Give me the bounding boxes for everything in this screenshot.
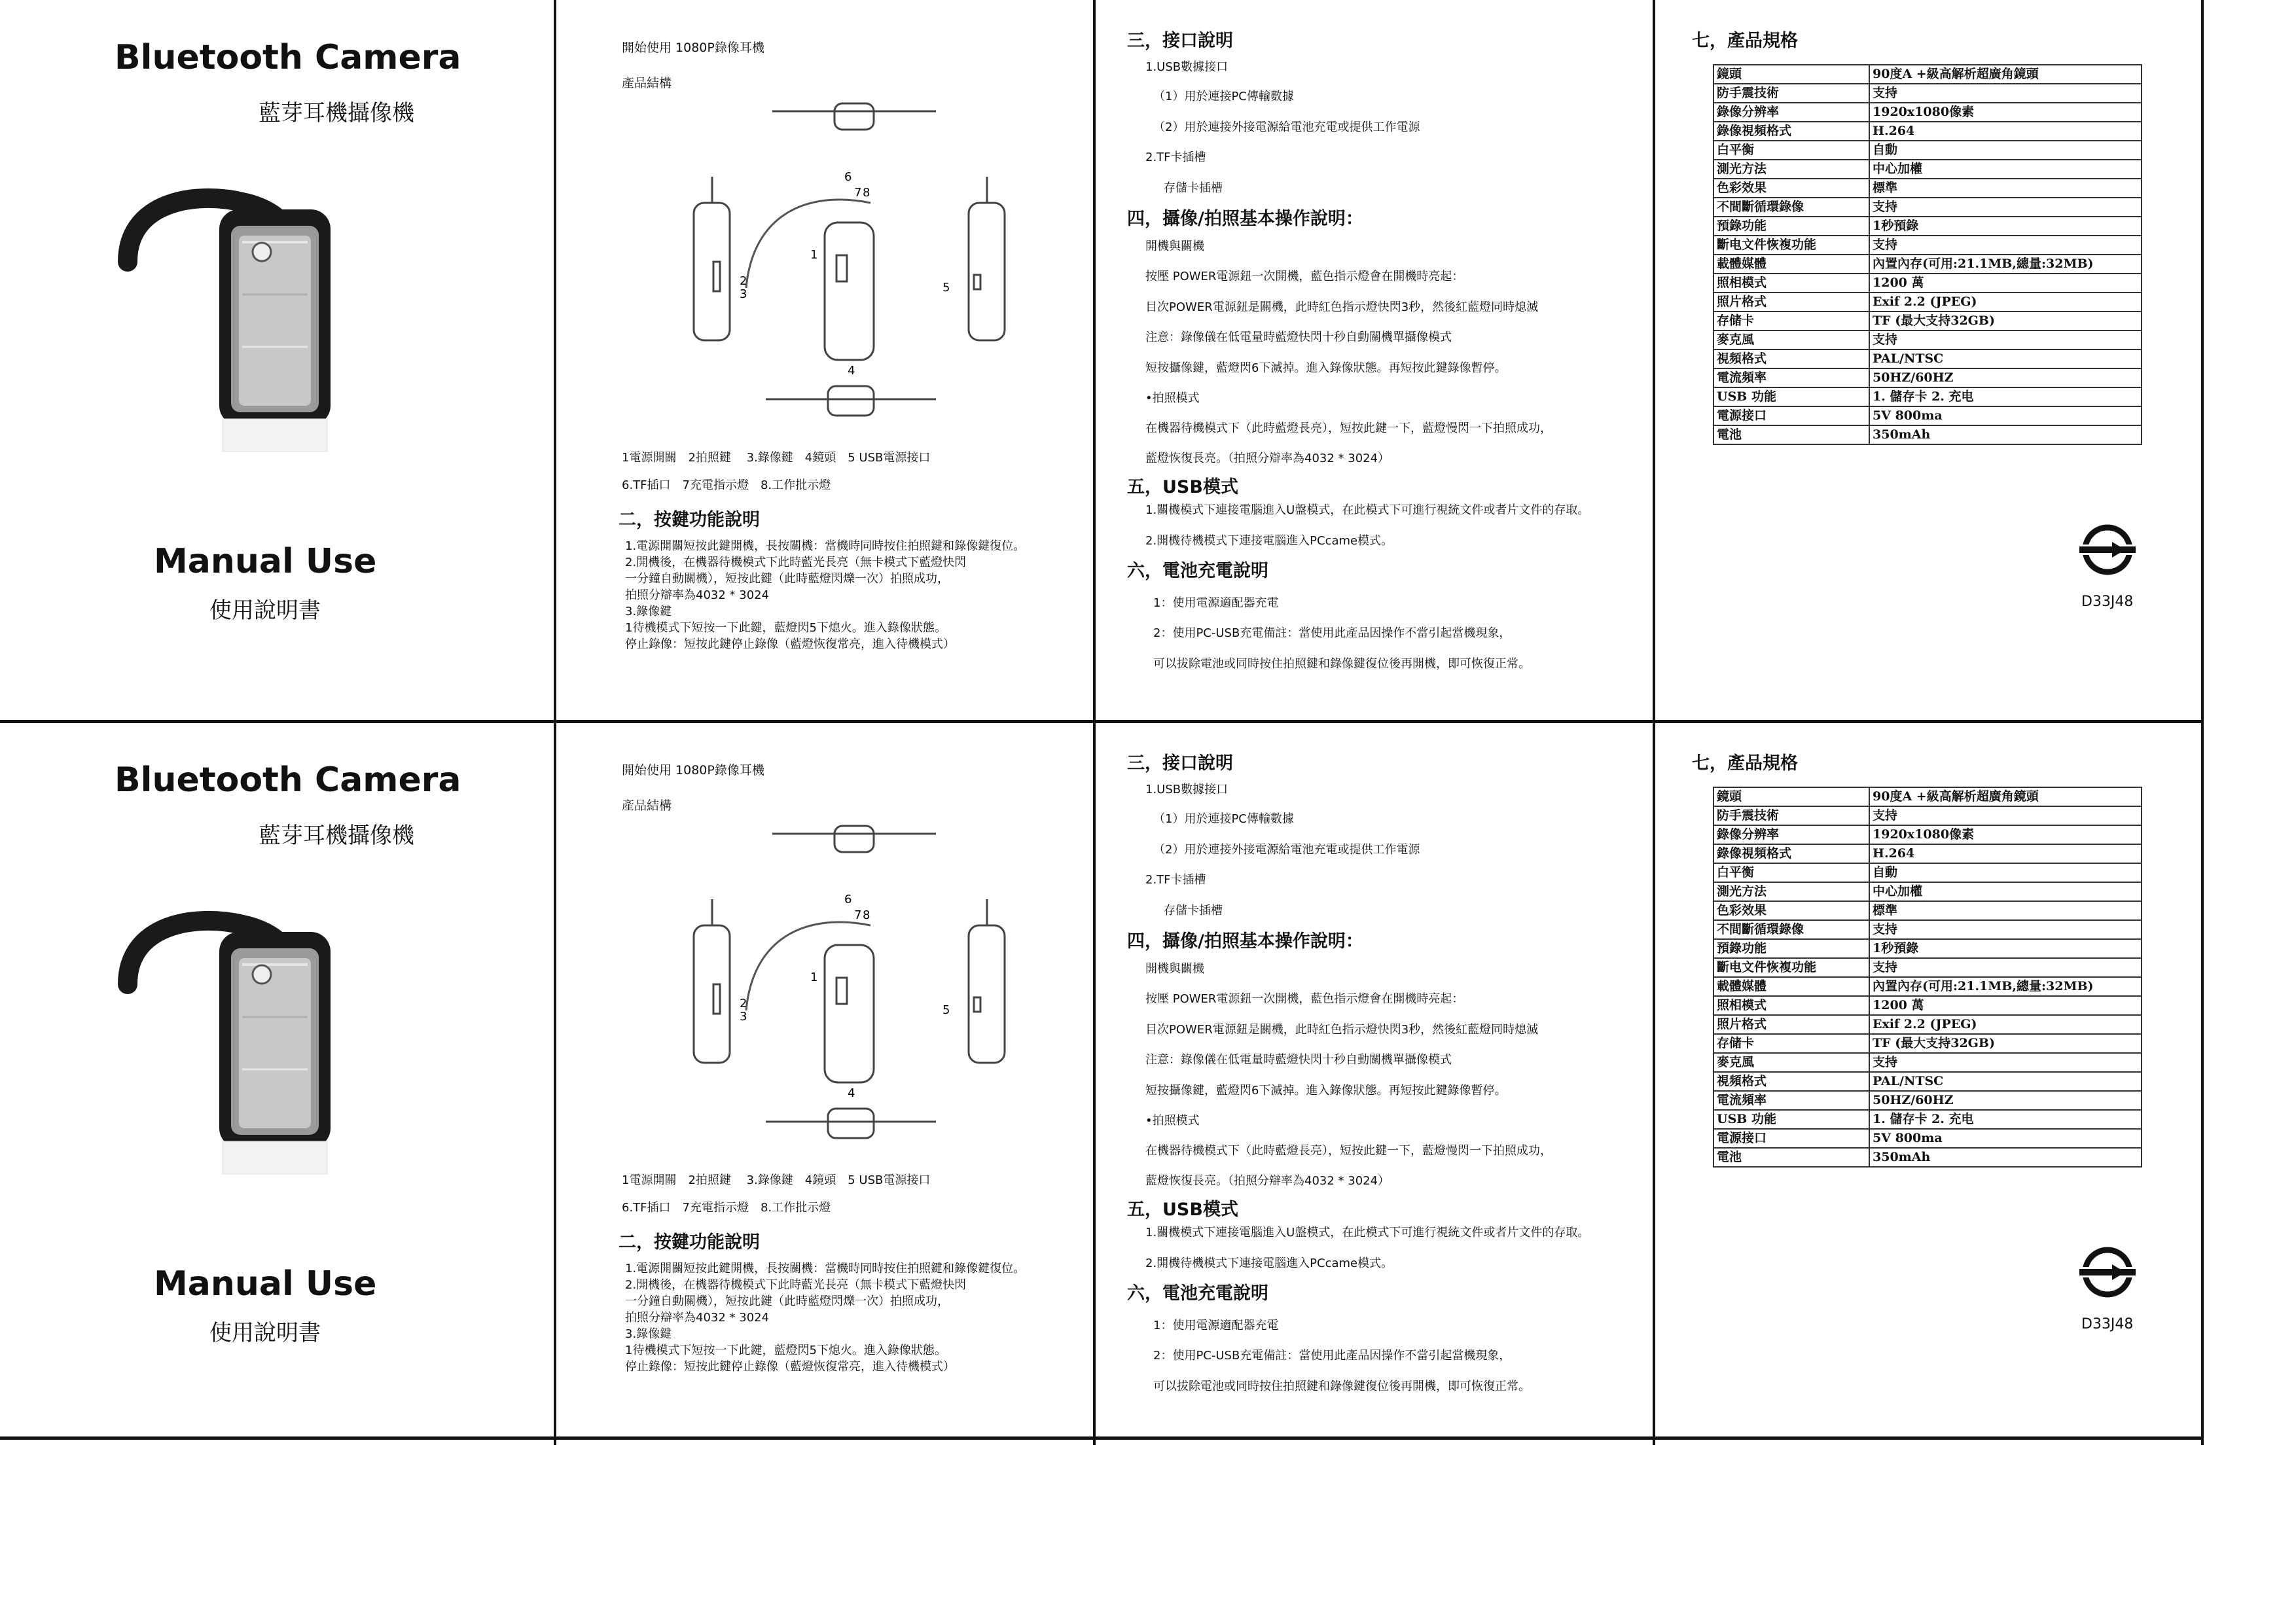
spec-value: 5V 800ma — [1869, 1129, 2142, 1148]
spec-key: 預錄功能 — [1713, 217, 1869, 236]
callout-4: 4 — [848, 1086, 855, 1100]
operation-line: 短按攝像鍵，藍燈閃6下滅掉。進入錄像狀態。再短按此鍵錄像暫停。 — [1145, 1084, 1507, 1097]
spec-row — [1713, 1034, 2142, 1053]
specs-heading: 七，產品規格 — [1692, 31, 1798, 51]
spec-key: 不間斷循環錄像 — [1713, 198, 1869, 217]
spec-key: 白平衡 — [1713, 863, 1869, 882]
spec-key: 存储卡 — [1713, 312, 1869, 330]
spec-key: 錄像分辨率 — [1713, 825, 1869, 844]
usb-mode-line: 1.關機模式下連接電腦進入U盤模式，在此模式下可進行視統文件或者片文件的存取。 — [1145, 1226, 1590, 1240]
spec-value: 自動 — [1869, 141, 2142, 160]
key-line: 1.電源開關短按此鍵開機，長按關機：當機時同時按住拍照鍵和錄像鍵復位。 — [625, 1262, 1026, 1275]
charging-line: 可以拔除電池或同時按住拍照鍵和錄像鍵復位後再開機，即可恢復正常。 — [1153, 1380, 1530, 1393]
spec-value: 支持 — [1869, 806, 2142, 825]
tf-slot-sub: 存儲卡插槽 — [1164, 181, 1223, 195]
callout-2: 2 — [740, 274, 747, 288]
operation-line: 短按攝像鍵，藍燈閃6下滅掉。進入錄像狀態。再短按此鍵錄像暫停。 — [1145, 361, 1507, 375]
specs-table — [1713, 787, 2142, 1168]
key-functions-heading: 二，按鍵功能說明 — [619, 1232, 760, 1253]
charging-line: 可以拔除電池或同時按住拍照鍵和錄像鍵復位後再開機，即可恢復正常。 — [1153, 657, 1530, 671]
spec-key: 照片格式 — [1713, 1015, 1869, 1034]
spec-value: 支持 — [1869, 84, 2142, 103]
key-line: 1.電源開關短按此鍵開機，長按關機：當機時同時按住拍照鍵和錄像鍵復位。 — [625, 539, 1026, 553]
certification-code: D33J48 — [2081, 1316, 2134, 1332]
cover-title: Bluetooth Camera — [115, 760, 461, 800]
spec-row — [1713, 977, 2142, 996]
callout-1: 1 — [810, 971, 818, 984]
spec-row — [1713, 863, 2142, 882]
spec-value: TF (最大支持32GB) — [1869, 1034, 2142, 1053]
specs-panel — [0, 722, 2202, 1445]
spec-key: 鏡頭 — [1713, 65, 1869, 84]
spec-row — [1713, 920, 2142, 939]
key-line: 拍照分辯率為4032 * 3024 — [625, 1311, 770, 1325]
spec-key: 防手震技術 — [1713, 84, 1869, 103]
key-line: 一分鐘自動關機），短按此鍵（此時藍燈閃爍一次）拍照成功， — [625, 572, 949, 586]
key-line: 停止錄像：短按此鍵停止錄像（藍燈恢復常亮，進入待機模式） — [625, 1360, 955, 1374]
cover-title: Bluetooth Camera — [115, 38, 461, 77]
operation-line: 開機與關機 — [1145, 962, 1204, 976]
spec-value: Exif 2.2 (JPEG) — [1869, 293, 2142, 312]
callout-5: 5 — [942, 281, 950, 294]
spec-row — [1713, 387, 2142, 406]
callout-2: 2 — [740, 997, 747, 1010]
operation-line: 注意：錄像儀在低電量時藍燈快閃十秒自動關機單攝像模式 — [1145, 330, 1452, 344]
key-line: 3.錄像鍵 — [625, 1327, 672, 1341]
spec-value: 350mAh — [1869, 1148, 2142, 1167]
usb-mode-line: 1.關機模式下連接電腦進入U盤模式，在此模式下可進行視統文件或者片文件的存取。 — [1145, 503, 1590, 517]
key-line: 3.錄像鍵 — [625, 605, 672, 618]
spec-value: 中心加權 — [1869, 882, 2142, 901]
spec-value: 1200 萬 — [1869, 996, 2142, 1015]
usb-port-label: 1.USB數據接口 — [1145, 783, 1229, 796]
spec-value: 1. 儲存卡 2. 充电 — [1869, 387, 2142, 406]
spec-row — [1713, 274, 2142, 293]
tf-slot-label: 2.TF卡插槽 — [1145, 873, 1206, 887]
usb-port-item: （1）用於連接PC傳輸數據 — [1153, 90, 1294, 103]
cover-subtitle: 藍芽耳機攝像機 — [259, 823, 414, 849]
operation-heading: 四，攝像/拍照基本操作說明： — [1127, 931, 1363, 952]
callout-1: 1 — [810, 248, 818, 262]
spec-value: H.264 — [1869, 122, 2142, 141]
spec-row — [1713, 122, 2142, 141]
callout-5: 5 — [942, 1003, 950, 1017]
specs-panel — [0, 0, 2202, 722]
operation-line: 目次POWER電源鈕是關機，此時紅色指示燈快閃3秒，然後紅藍燈同時熄滅 — [1145, 300, 1539, 314]
charging-heading: 六，電池充電說明 — [1127, 561, 1268, 581]
intro-structure: 產品結構 — [622, 76, 672, 90]
spec-key: USB 功能 — [1713, 1110, 1869, 1129]
certification-code: D33J48 — [2081, 594, 2134, 610]
spec-value: 內置內存(可用:21.1MB,總量:32MB) — [1869, 977, 2142, 996]
callout-4: 4 — [848, 364, 855, 378]
spec-key: 測光方法 — [1713, 160, 1869, 179]
spec-value: 1200 萬 — [1869, 274, 2142, 293]
key-line: 1待機模式下短按一下此鍵，藍燈閃5下熄火。進入錄像狀態。 — [625, 621, 946, 635]
operation-line: 藍燈恢復長亮。（拍照分辯率為4032 * 3024） — [1145, 1174, 1390, 1188]
operation-line: 在機器待機模式下（此時藍燈長亮），短按此鍵一下，藍燈慢閃一下拍照成功， — [1145, 1144, 1552, 1158]
spec-row — [1713, 141, 2142, 160]
spec-value: 支持 — [1869, 958, 2142, 977]
cover-manual: Manual Use — [154, 542, 377, 581]
spec-key: 預錄功能 — [1713, 939, 1869, 958]
spec-key: 視頻格式 — [1713, 349, 1869, 368]
spec-key: 不間斷循環錄像 — [1713, 920, 1869, 939]
spec-key: USB 功能 — [1713, 387, 1869, 406]
spec-key: 載體媒體 — [1713, 255, 1869, 274]
spec-row — [1713, 312, 2142, 330]
spec-value: PAL/NTSC — [1869, 1072, 2142, 1091]
specs-table — [1713, 64, 2142, 445]
spec-key: 鏡頭 — [1713, 787, 1869, 806]
spec-value: 支持 — [1869, 920, 2142, 939]
spec-value: TF (最大支持32GB) — [1869, 312, 2142, 330]
operation-line: 在機器待機模式下（此時藍燈長亮），短按此鍵一下，藍燈慢閃一下拍照成功， — [1145, 421, 1552, 435]
spec-key: 色彩效果 — [1713, 179, 1869, 198]
intro-start: 開始使用 1080P錄像耳機 — [622, 763, 764, 777]
usb-port-item: （2）用於連接外接電源給電池充電或提供工作電源 — [1153, 120, 1420, 134]
spec-value: 支持 — [1869, 330, 2142, 349]
operation-line: 按壓 POWER電源鈕一次開機，藍色指示燈會在開機時亮起： — [1145, 270, 1464, 283]
spec-value: 自動 — [1869, 863, 2142, 882]
spec-value: 標準 — [1869, 179, 2142, 198]
spec-key: 斷电文件恢複功能 — [1713, 236, 1869, 255]
spec-value: 50HZ/60HZ — [1869, 1091, 2142, 1110]
key-line: 2.開機後，在機器待機模式下此時藍光長亮（無卡模式下藍燈快閃 — [625, 556, 967, 569]
spec-row — [1713, 160, 2142, 179]
key-line: 1待機模式下短按一下此鍵，藍燈閃5下熄火。進入錄像狀態。 — [625, 1344, 946, 1357]
usb-port-item: （2）用於連接外接電源給電池充電或提供工作電源 — [1153, 843, 1420, 857]
spec-key: 存储卡 — [1713, 1034, 1869, 1053]
spec-row — [1713, 882, 2142, 901]
spec-row — [1713, 406, 2142, 425]
key-line: 一分鐘自動關機），短按此鍵（此時藍燈閃爍一次）拍照成功， — [625, 1294, 949, 1308]
spec-key: 麥克風 — [1713, 330, 1869, 349]
sheet-separator — [0, 720, 2202, 723]
spec-key: 色彩效果 — [1713, 901, 1869, 920]
spec-row — [1713, 425, 2142, 444]
callout-7: 7 — [854, 908, 862, 922]
spec-key: 白平衡 — [1713, 141, 1869, 160]
certification-mark-icon — [2072, 524, 2144, 576]
interface-heading: 三，接口說明 — [1127, 753, 1233, 774]
spec-key: 電流頻率 — [1713, 368, 1869, 387]
spec-row — [1713, 806, 2142, 825]
spec-value: 標準 — [1869, 901, 2142, 920]
operation-line: •拍照模式 — [1145, 1114, 1200, 1128]
key-functions-heading: 二，按鍵功能說明 — [619, 510, 760, 530]
spec-value: 50HZ/60HZ — [1869, 368, 2142, 387]
spec-row — [1713, 1129, 2142, 1148]
callout-8: 8 — [863, 908, 870, 922]
spec-key: 錄像分辨率 — [1713, 103, 1869, 122]
spec-key: 照相模式 — [1713, 274, 1869, 293]
spec-value: PAL/NTSC — [1869, 349, 2142, 368]
callout-3: 3 — [740, 287, 747, 301]
charging-line: 1：使用電源適配器充電 — [1153, 596, 1279, 610]
spec-row — [1713, 255, 2142, 274]
tf-slot-label: 2.TF卡插槽 — [1145, 151, 1206, 164]
structure-legend-1: 1電源開關 2拍照鍵 3.錄像鍵 4鏡頭 5 USB電源接口 — [622, 451, 931, 465]
spec-row — [1713, 84, 2142, 103]
spec-row — [1713, 939, 2142, 958]
charging-line: 2：使用PC-USB充電備註：當使用此產品因操作不當引起當機現象， — [1153, 626, 1511, 640]
spec-value: Exif 2.2 (JPEG) — [1869, 1015, 2142, 1034]
spec-key: 測光方法 — [1713, 882, 1869, 901]
usb-mode-line: 2.開機待機模式下連接電腦進入PCcame模式。 — [1145, 534, 1393, 548]
spec-value: 90度A +級高解析超廣角鏡頭 — [1869, 787, 2142, 806]
spec-row — [1713, 1110, 2142, 1129]
spec-key: 電流頻率 — [1713, 1091, 1869, 1110]
charging-line: 1：使用電源適配器充電 — [1153, 1319, 1279, 1332]
spec-key: 載體媒體 — [1713, 977, 1869, 996]
certification-mark-icon — [2072, 1246, 2144, 1298]
callout-6: 6 — [844, 893, 852, 906]
spec-key: 錄像視頻格式 — [1713, 122, 1869, 141]
spec-row — [1713, 825, 2142, 844]
spec-row — [1713, 179, 2142, 198]
usb-mode-heading: 五，USB模式 — [1127, 477, 1238, 497]
spec-value: 350mAh — [1869, 425, 2142, 444]
spec-value: 90度A +級高解析超廣角鏡頭 — [1869, 65, 2142, 84]
spec-value: H.264 — [1869, 844, 2142, 863]
operation-line: 注意：錄像儀在低電量時藍燈快閃十秒自動關機單攝像模式 — [1145, 1053, 1452, 1067]
spec-row — [1713, 349, 2142, 368]
key-line: 2.開機後，在機器待機模式下此時藍光長亮（無卡模式下藍燈快閃 — [625, 1278, 967, 1292]
spec-value: 1秒預錄 — [1869, 217, 2142, 236]
spec-row — [1713, 958, 2142, 977]
key-line: 拍照分辯率為4032 * 3024 — [625, 588, 770, 602]
cover-manual-subtitle: 使用說明書 — [209, 1320, 321, 1346]
spec-row — [1713, 1148, 2142, 1167]
spec-row — [1713, 1072, 2142, 1091]
spec-key: 電池 — [1713, 1148, 1869, 1167]
cover-manual-subtitle: 使用說明書 — [209, 597, 321, 624]
spec-row — [1713, 1015, 2142, 1034]
operation-line: 藍燈恢復長亮。（拍照分辯率為4032 * 3024） — [1145, 452, 1390, 465]
operation-line: 目次POWER電源鈕是關機，此時紅色指示燈快閃3秒，然後紅藍燈同時熄滅 — [1145, 1023, 1539, 1037]
spec-row — [1713, 996, 2142, 1015]
spec-key: 斷电文件恢複功能 — [1713, 958, 1869, 977]
key-line: 停止錄像：短按此鍵停止錄像（藍燈恢復常亮，進入待機模式） — [625, 637, 955, 651]
spec-value: 內置內存(可用:21.1MB,總量:32MB) — [1869, 255, 2142, 274]
usb-mode-heading: 五，USB模式 — [1127, 1200, 1238, 1220]
spec-row — [1713, 293, 2142, 312]
spec-key: 照片格式 — [1713, 293, 1869, 312]
spec-row — [1713, 1091, 2142, 1110]
spec-key: 照相模式 — [1713, 996, 1869, 1015]
manual-sheet — [0, 0, 2202, 722]
intro-structure: 產品結構 — [622, 798, 672, 813]
spec-value: 5V 800ma — [1869, 406, 2142, 425]
structure-legend-2: 6.TF插口 7充電指示燈 8.工作批示燈 — [622, 478, 831, 492]
spec-value: 中心加權 — [1869, 160, 2142, 179]
spec-key: 錄像視頻格式 — [1713, 844, 1869, 863]
spec-row — [1713, 787, 2142, 806]
spec-value: 支持 — [1869, 236, 2142, 255]
spec-row — [1713, 330, 2142, 349]
sheet-bottom-border — [0, 1436, 2202, 1440]
usb-port-label: 1.USB數據接口 — [1145, 60, 1229, 74]
manual-sheet — [0, 722, 2202, 1445]
usb-port-item: （1）用於連接PC傳輸數據 — [1153, 812, 1294, 826]
callout-8: 8 — [863, 186, 870, 200]
spec-value: 1. 儲存卡 2. 充电 — [1869, 1110, 2142, 1129]
spec-row — [1713, 368, 2142, 387]
cover-subtitle: 藍芽耳機攝像機 — [259, 100, 414, 126]
spec-row — [1713, 901, 2142, 920]
charging-line: 2：使用PC-USB充電備註：當使用此產品因操作不當引起當機現象， — [1153, 1349, 1511, 1363]
spec-row — [1713, 236, 2142, 255]
spec-value: 1920x1080像素 — [1869, 825, 2142, 844]
spec-key: 麥克風 — [1713, 1053, 1869, 1072]
spec-key: 電池 — [1713, 425, 1869, 444]
spec-row — [1713, 1053, 2142, 1072]
callout-3: 3 — [740, 1010, 747, 1024]
operation-line: •拍照模式 — [1145, 391, 1200, 405]
spec-key: 視頻格式 — [1713, 1072, 1869, 1091]
intro-start: 開始使用 1080P錄像耳機 — [622, 41, 764, 55]
spec-value: 1秒預錄 — [1869, 939, 2142, 958]
spec-value: 1920x1080像素 — [1869, 103, 2142, 122]
callout-6: 6 — [844, 170, 852, 184]
cover-manual: Manual Use — [154, 1264, 377, 1304]
structure-legend-2: 6.TF插口 7充電指示燈 8.工作批示燈 — [622, 1201, 831, 1215]
spec-key: 電源接口 — [1713, 406, 1869, 425]
specs-heading: 七，產品規格 — [1692, 753, 1798, 774]
operation-line: 按壓 POWER電源鈕一次開機，藍色指示燈會在開機時亮起： — [1145, 992, 1464, 1006]
callout-7: 7 — [854, 186, 862, 200]
spec-key: 防手震技術 — [1713, 806, 1869, 825]
operation-line: 開機與關機 — [1145, 240, 1204, 253]
interface-heading: 三，接口說明 — [1127, 31, 1233, 51]
spec-value: 支持 — [1869, 198, 2142, 217]
spec-row — [1713, 217, 2142, 236]
spec-row — [1713, 198, 2142, 217]
tf-slot-sub: 存儲卡插槽 — [1164, 904, 1223, 918]
spec-key: 電源接口 — [1713, 1129, 1869, 1148]
spec-row — [1713, 65, 2142, 84]
operation-heading: 四，攝像/拍照基本操作說明： — [1127, 209, 1363, 229]
spec-value: 支持 — [1869, 1053, 2142, 1072]
spec-row — [1713, 844, 2142, 863]
spec-row — [1713, 103, 2142, 122]
usb-mode-line: 2.開機待機模式下連接電腦進入PCcame模式。 — [1145, 1257, 1393, 1270]
charging-heading: 六，電池充電說明 — [1127, 1283, 1268, 1304]
structure-legend-1: 1電源開關 2拍照鍵 3.錄像鍵 4鏡頭 5 USB電源接口 — [622, 1173, 931, 1187]
